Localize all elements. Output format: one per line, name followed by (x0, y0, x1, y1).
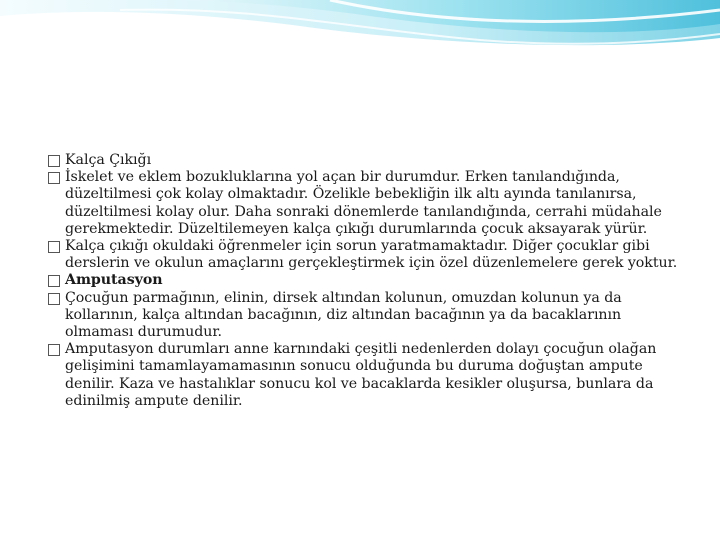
header-wave-decoration (0, 0, 720, 70)
bullet-item (48, 169, 688, 238)
bullet-item (48, 152, 688, 169)
bullet-box-icon (48, 155, 60, 167)
bullet-item (48, 290, 688, 342)
bullet-text: Çocuğun parmağının, elinin, dirsek altından kolunun, omuzdan kolunun ya da kollarının, kalça altından bacağının, diz altından bacağının ya da bacaklarının olmaması durumudur. (65, 289, 622, 341)
slide-content (48, 152, 688, 410)
bullet-item (48, 341, 688, 410)
bullet-text: İskelet ve eklem bozukluklarına yol açan bir durumdur. Erken tanılandığında, düzeltilmesi çok kolay olmaktadır. Özelikle bebekliğin ilk altı ayında tanılanırsa, düzeltilmesi kolay olur. Daha sonraki dönemlerde tanılandığında, cerrahi müdahale gerekmektedir. Düzeltilemeyen kalça çıkığı durumlarında çocuk aksayarak yürür. (65, 169, 662, 237)
bullet-box-icon (48, 172, 60, 184)
section-heading-amputasyon: Amputasyon (65, 272, 163, 289)
bullet-text: Amputasyon durumları anne karnındaki çeşitli nedenlerden dolayı çocuğun olağan gelişimini tamamlayamamasının sonucu olduğunda bu duruma doğuştan ampute denilir. Kaza ve hastalıklar sonucu kol ve bacaklarda kesikler oluşursa, bunlara da edinilmiş ampute denilir. (65, 341, 657, 409)
bullet-text: Kalça çıkığı okuldaki öğrenmeler için sorun yaratmamaktadır. Diğer çocuklar gibi derslerin ve okulun amaçlarını gerçekleştirmek için özel düzenlemelere gerek yoktur. (65, 238, 678, 272)
bullet-text: Kalça Çıkığı (65, 152, 152, 168)
bullet-box-icon (48, 275, 60, 287)
bullet-box-icon (48, 241, 60, 253)
bullet-box-icon (48, 344, 60, 356)
bullet-item (48, 272, 688, 289)
bullet-box-icon (48, 293, 60, 305)
bullet-item (48, 238, 688, 272)
